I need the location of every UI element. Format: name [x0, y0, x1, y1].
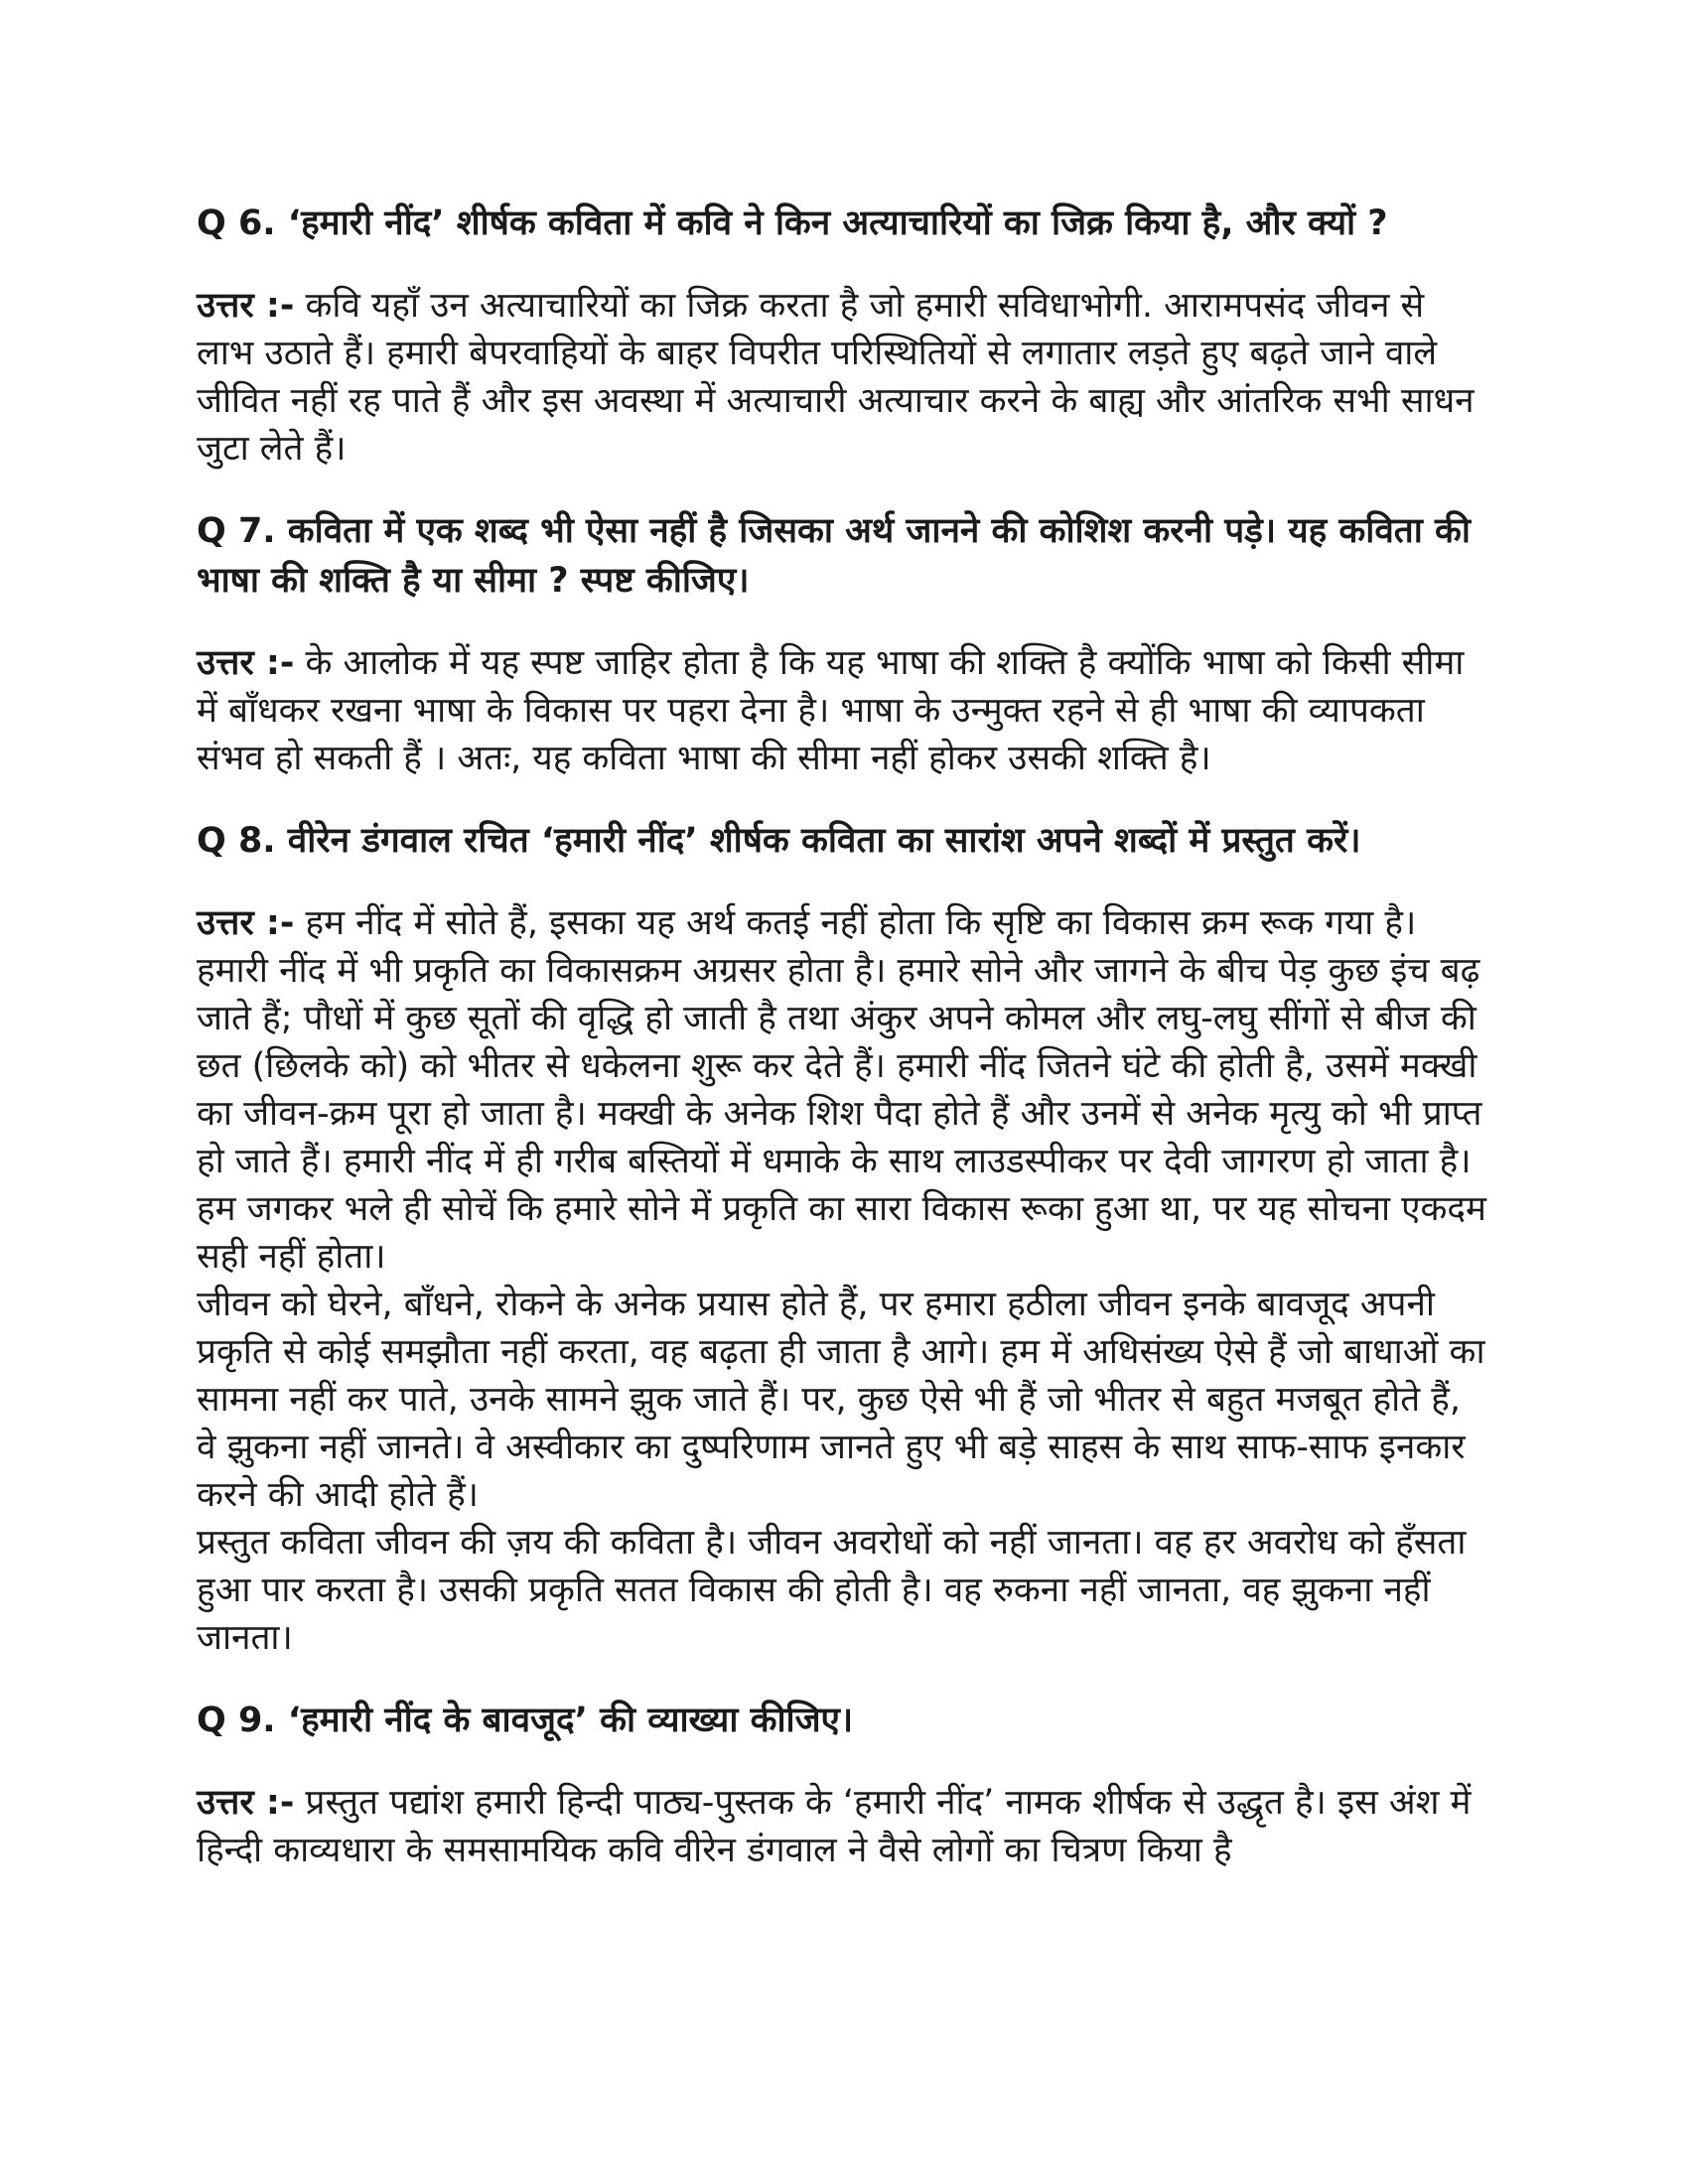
qa-block-8 — [197, 816, 1489, 1662]
answer-8-para-3: प्रस्तुत कविता जीवन की ज़य की कविता है। जीवन अवरोधों को नहीं जानता। वह हर अवरोध को हँसता हुआ पार करता है। उसकी प्रकृति सतत विकास की होती है। वह रुकना नहीं जानता, वह झुकना नहीं जानता। — [197, 1523, 1467, 1658]
qa-block-6 — [197, 199, 1489, 473]
answer-8-para-2: जीवन को घेरने, बाँधने, रोकने के अनेक प्रयास होते हैं, पर हमारा हठीला जीवन इनके बावजूद अपनी प्रकृति से कोई समझौता नहीं करता, वह बढ़ता ही जाता है आगे। हम में अधिसंख्य ऐसे हैं जो बाधाओं का सामना नहीं कर पाते, उनके सामने झुक जाते हैं। पर, कुछ ऐसे भी हैं जो भीतर से बहुत मजबूत होते हैं, वे झुकना नहीं जानते। वे अस्वीकार का दुष्परिणाम जानते हुए भी बड़े साहस के साथ साफ-साफ इनकार करने की आदी होते हैं। — [197, 1285, 1485, 1515]
answer-9 — [197, 1779, 1489, 1874]
answer-7-para-1: के आलोक में यह स्पष्ट जाहिर होता है कि यह भाषा की शक्ति है क्योंकि भाषा को किसी सीमा में बाँधकर रखना भाषा के विकास पर पहरा देना है। भाषा के उन्मुक्त रहने से ही भाषा की व्यापकता संभव हो सकती हैं । अतः, यह कविता भाषा की सीमा नहीं होकर उसकी शक्ति है। — [197, 643, 1465, 778]
answer-8 — [197, 899, 1489, 1662]
question-7: Q 7. कविता में एक शब्द भी ऐसा नहीं है जिसका अर्थ जानने की कोशिश करनी पड़े। यह कविता की भाषा की शक्ति है या सीमा ? स्पष्ट कीजिए। — [197, 511, 1471, 601]
answer-8-para-1: हम नींद में सोते हैं, इसका यह अर्थ कतई नहीं होता कि सृष्टि का विकास क्रम रूक गया है। हमारी नींद में भी प्रकृति का विकासक्रम अग्रसर होता है। हमारे सोने और जागने के बीच पेड़ कुछ इंच बढ़ जाते हैं; पौधों में कुछ सूतों की वृद्धि हो जाती है तथा अंकुर अपने कोमल और लघु-लघु सींगों से बीज की छत (छिलके को) को भीतर से धकेलना शुरू कर देते हैं। हमारी नींद जितने घंटे की होती है, उसमें मक्खी का जीवन-क्रम पूरा हो जाता है। मक्खी के अनेक शिश पैदा होते हैं और उनमें से अनेक मृत्यु को भी प्राप्त हो जाते हैं। हमारी नींद में ही गरीब बस्तियों में धमाके के साथ लाउडस्पीकर पर देवी जागरण हो जाता है। हम जगकर भले ही सोचें कि हमारे सोने में प्रकृति का सारा विकास रूका हुआ था, पर यह सोचना एकदम सही नहीं होता। — [197, 903, 1486, 1277]
question-8: Q 8. वीरेन डंगवाल रचित ‘हमारी नींद’ शीर्षक कविता का सारांश अपने शब्दों में प्रस्तुत करें। — [197, 821, 1361, 861]
qa-block-7 — [197, 506, 1489, 782]
question-9: Q 9. ‘हमारी नींद के बावजूद’ की व्याख्या कीजिए। — [197, 1701, 854, 1740]
answer-label: उत्तर :- — [197, 643, 295, 683]
qa-block-9 — [197, 1696, 1489, 1874]
answer-9-para-1: प्रस्तुत पद्यांश हमारी हिन्दी पाठ्य-पुस्तक के ‘हमारी नींद’ नामक शीर्षक से उद्धृत है। इस अंश में हिन्दी काव्यधारा के समसामयिक कवि वीरेन डंगवाल ने वैसे लोगों का चित्रण किया है — [197, 1783, 1472, 1870]
answer-7 — [197, 639, 1489, 782]
document-page — [197, 199, 1489, 1908]
answer-6 — [197, 282, 1489, 473]
question-6: Q 6. ‘हमारी नींद’ शीर्षक कविता में कवि ने किन अत्याचारियों का जिक्र किया है, और क्यों ? — [197, 204, 1388, 243]
answer-label: उत्तर :- — [197, 1783, 295, 1823]
answer-label: उत्तर :- — [197, 903, 295, 943]
answer-6-para-1: कवि यहाँ उन अत्याचारियों का जिक्र करता है जो हमारी सविधाभोगी. आरामपसंद जीवन से लाभ उठाते हैं। हमारी बेपरवाहियों के बाहर विपरीत परिस्थितियों से लगातार लड़ते हुए बढ़ते जाने वाले जीवित नहीं रह पाते हैं और इस अवस्था में अत्याचारी अत्याचार करने के बाह्य और आंतरिक सभी साधन जुटा लेते हैं। — [197, 286, 1475, 469]
answer-label: उत्तर :- — [197, 286, 295, 326]
